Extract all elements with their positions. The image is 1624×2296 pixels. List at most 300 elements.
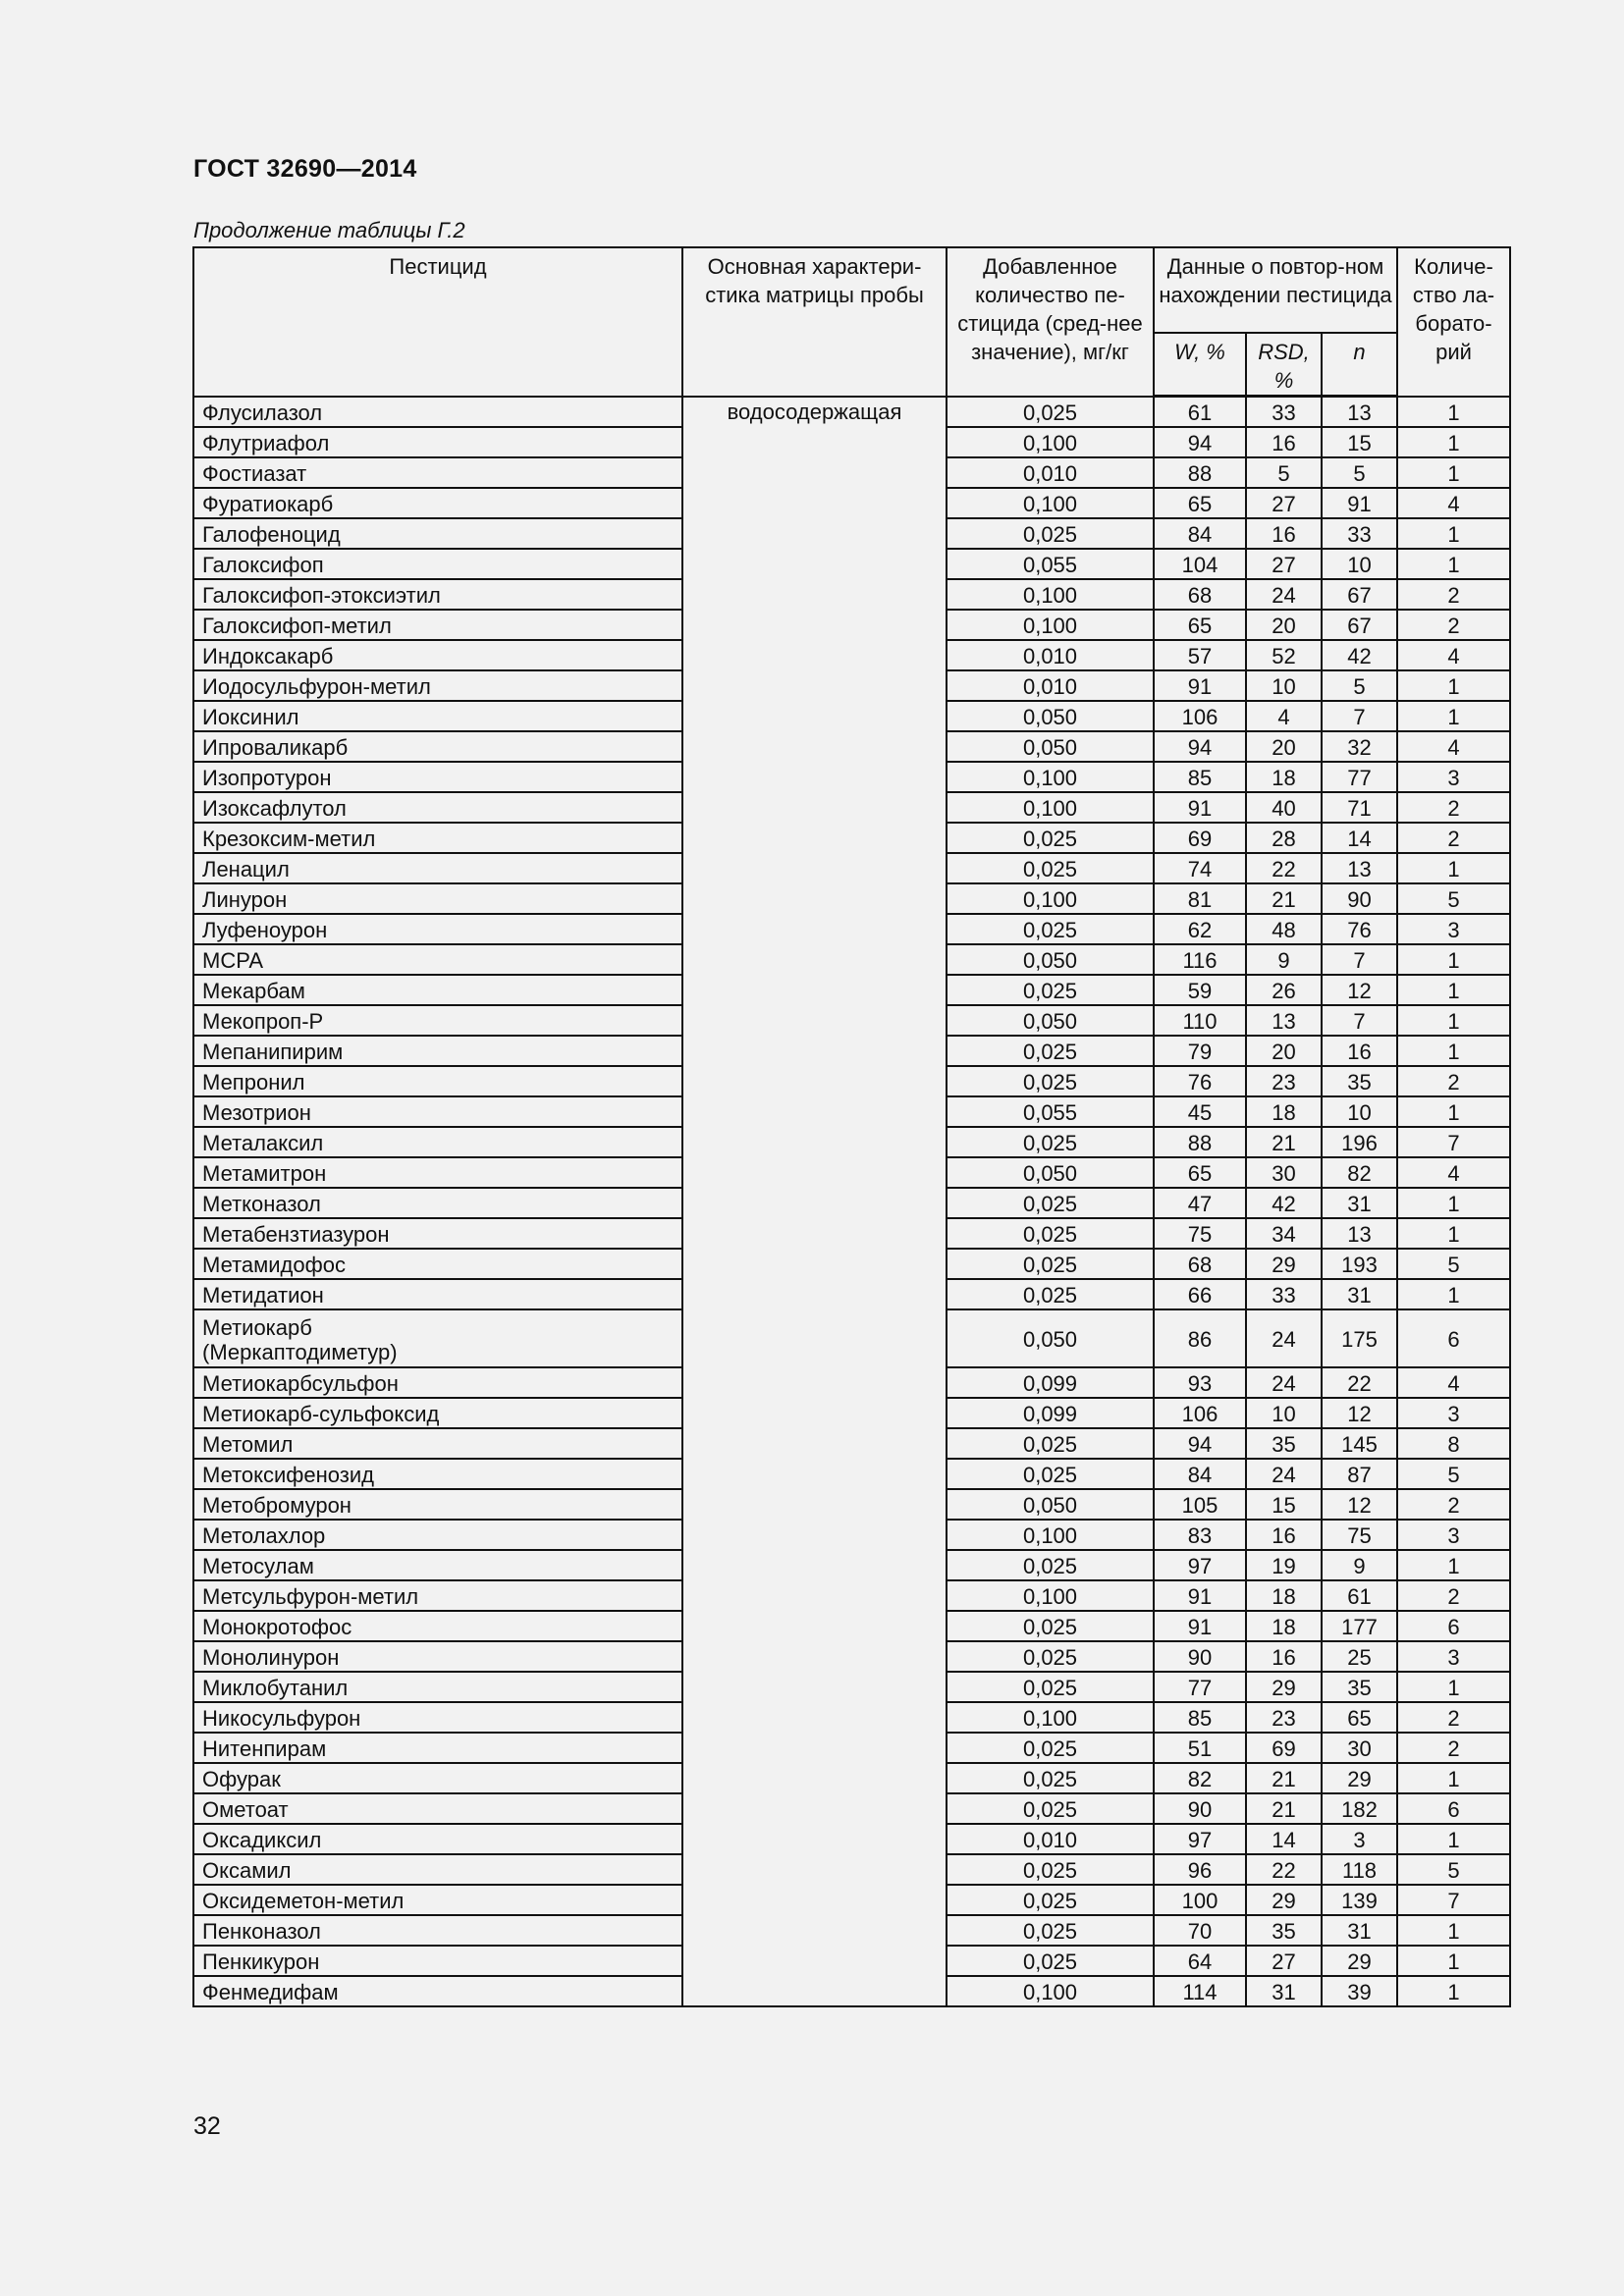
cell-labs-count: 2 xyxy=(1397,1733,1510,1763)
cell-n: 65 xyxy=(1322,1702,1397,1733)
cell-n: 29 xyxy=(1322,1946,1397,1976)
cell-rsd-percent: 16 xyxy=(1246,1641,1322,1672)
cell-labs-count: 2 xyxy=(1397,792,1510,823)
cell-rsd-percent: 33 xyxy=(1246,1279,1322,1309)
cell-w-percent: 79 xyxy=(1154,1036,1246,1066)
cell-w-percent: 68 xyxy=(1154,1249,1246,1279)
cell-n: 175 xyxy=(1322,1309,1397,1367)
cell-rsd-percent: 24 xyxy=(1246,1309,1322,1367)
cell-labs-count: 1 xyxy=(1397,1672,1510,1702)
cell-pesticide: Пенкикурон xyxy=(193,1946,682,1976)
cell-labs-count: 8 xyxy=(1397,1428,1510,1459)
cell-w-percent: 106 xyxy=(1154,1398,1246,1428)
cell-added-amount: 0,025 xyxy=(947,1066,1154,1096)
cell-pesticide: Мепронил xyxy=(193,1066,682,1096)
cell-w-percent: 105 xyxy=(1154,1489,1246,1520)
cell-rsd-percent: 40 xyxy=(1246,792,1322,823)
cell-w-percent: 70 xyxy=(1154,1915,1246,1946)
cell-rsd-percent: 10 xyxy=(1246,1398,1322,1428)
cell-pesticide: Нитенпирам xyxy=(193,1733,682,1763)
cell-added-amount: 0,055 xyxy=(947,549,1154,579)
cell-n: 87 xyxy=(1322,1459,1397,1489)
cell-rsd-percent: 24 xyxy=(1246,1459,1322,1489)
cell-pesticide: Луфеноурон xyxy=(193,914,682,944)
cell-pesticide: Ленацил xyxy=(193,853,682,883)
cell-rsd-percent: 23 xyxy=(1246,1702,1322,1733)
cell-labs-count: 5 xyxy=(1397,1854,1510,1885)
cell-rsd-percent: 16 xyxy=(1246,427,1322,457)
cell-pesticide: Монолинурон xyxy=(193,1641,682,1672)
cell-rsd-percent: 21 xyxy=(1246,1763,1322,1793)
cell-n: 13 xyxy=(1322,397,1397,428)
cell-added-amount: 0,010 xyxy=(947,457,1154,488)
cell-rsd-percent: 27 xyxy=(1246,1946,1322,1976)
cell-rsd-percent: 20 xyxy=(1246,610,1322,640)
cell-n: 67 xyxy=(1322,579,1397,610)
cell-added-amount: 0,050 xyxy=(947,1005,1154,1036)
cell-added-amount: 0,010 xyxy=(947,1824,1154,1854)
cell-rsd-percent: 22 xyxy=(1246,1854,1322,1885)
page-number: 32 xyxy=(193,2112,221,2140)
cell-n: 42 xyxy=(1322,640,1397,670)
cell-labs-count: 1 xyxy=(1397,549,1510,579)
cell-rsd-percent: 23 xyxy=(1246,1066,1322,1096)
cell-pesticide: Метиокарб-сульфоксид xyxy=(193,1398,682,1428)
cell-labs-count: 1 xyxy=(1397,1550,1510,1580)
cell-pesticide: Галоксифоп xyxy=(193,549,682,579)
cell-labs-count: 3 xyxy=(1397,762,1510,792)
cell-pesticide: Метосулам xyxy=(193,1550,682,1580)
cell-rsd-percent: 34 xyxy=(1246,1218,1322,1249)
cell-added-amount: 0,050 xyxy=(947,1309,1154,1367)
cell-w-percent: 81 xyxy=(1154,883,1246,914)
cell-labs-count: 1 xyxy=(1397,975,1510,1005)
cell-labs-count: 1 xyxy=(1397,1763,1510,1793)
cell-pesticide: Фуратиокарб xyxy=(193,488,682,518)
cell-rsd-percent: 20 xyxy=(1246,731,1322,762)
cell-added-amount: 0,025 xyxy=(947,823,1154,853)
cell-rsd-percent: 35 xyxy=(1246,1915,1322,1946)
header-added-amount: Добавленное количество пе-стицида (сред-нее значение), мг/кг xyxy=(947,247,1154,397)
cell-labs-count: 1 xyxy=(1397,1946,1510,1976)
cell-labs-count: 4 xyxy=(1397,488,1510,518)
cell-n: 67 xyxy=(1322,610,1397,640)
cell-labs-count: 1 xyxy=(1397,397,1510,428)
cell-w-percent: 97 xyxy=(1154,1824,1246,1854)
cell-added-amount: 0,025 xyxy=(947,853,1154,883)
cell-pesticide: Метоксифенозид xyxy=(193,1459,682,1489)
cell-added-amount: 0,025 xyxy=(947,1611,1154,1641)
header-w-percent: W, % xyxy=(1154,333,1246,397)
cell-rsd-percent: 13 xyxy=(1246,1005,1322,1036)
cell-labs-count: 2 xyxy=(1397,610,1510,640)
cell-rsd-percent: 52 xyxy=(1246,640,1322,670)
cell-labs-count: 1 xyxy=(1397,1005,1510,1036)
cell-added-amount: 0,025 xyxy=(947,1550,1154,1580)
cell-rsd-percent: 16 xyxy=(1246,1520,1322,1550)
cell-rsd-percent: 10 xyxy=(1246,670,1322,701)
header-pesticide: Пестицид xyxy=(193,247,682,397)
cell-pesticide: Флутриафол xyxy=(193,427,682,457)
cell-added-amount: 0,100 xyxy=(947,1580,1154,1611)
cell-added-amount: 0,050 xyxy=(947,1157,1154,1188)
cell-pesticide: Метконазол xyxy=(193,1188,682,1218)
cell-pesticide: Монокротофос xyxy=(193,1611,682,1641)
cell-labs-count: 1 xyxy=(1397,1976,1510,2006)
cell-labs-count: 1 xyxy=(1397,701,1510,731)
cell-rsd-percent: 29 xyxy=(1246,1885,1322,1915)
cell-n: 7 xyxy=(1322,701,1397,731)
cell-pesticide: Галофеноцид xyxy=(193,518,682,549)
cell-w-percent: 84 xyxy=(1154,518,1246,549)
cell-w-percent: 88 xyxy=(1154,1127,1246,1157)
cell-w-percent: 83 xyxy=(1154,1520,1246,1550)
cell-labs-count: 7 xyxy=(1397,1885,1510,1915)
cell-n: 7 xyxy=(1322,944,1397,975)
cell-labs-count: 2 xyxy=(1397,1702,1510,1733)
cell-w-percent: 66 xyxy=(1154,1279,1246,1309)
cell-added-amount: 0,025 xyxy=(947,1946,1154,1976)
cell-n: 12 xyxy=(1322,1398,1397,1428)
table-caption: Продолжение таблицы Г.2 xyxy=(193,218,465,242)
cell-n: 193 xyxy=(1322,1249,1397,1279)
cell-rsd-percent: 33 xyxy=(1246,397,1322,428)
cell-pesticide: Металаксил xyxy=(193,1127,682,1157)
cell-rsd-percent: 18 xyxy=(1246,762,1322,792)
cell-pesticide: Никосульфурон xyxy=(193,1702,682,1733)
cell-w-percent: 65 xyxy=(1154,1157,1246,1188)
cell-w-percent: 59 xyxy=(1154,975,1246,1005)
cell-rsd-percent: 19 xyxy=(1246,1550,1322,1580)
cell-added-amount: 0,050 xyxy=(947,944,1154,975)
cell-labs-count: 1 xyxy=(1397,1824,1510,1854)
cell-rsd-percent: 18 xyxy=(1246,1580,1322,1611)
cell-labs-count: 5 xyxy=(1397,1459,1510,1489)
cell-n: 76 xyxy=(1322,914,1397,944)
cell-w-percent: 62 xyxy=(1154,914,1246,944)
cell-w-percent: 51 xyxy=(1154,1733,1246,1763)
cell-n: 12 xyxy=(1322,975,1397,1005)
header-n: n xyxy=(1322,333,1397,397)
cell-labs-count: 4 xyxy=(1397,1157,1510,1188)
cell-w-percent: 94 xyxy=(1154,1428,1246,1459)
cell-n: 82 xyxy=(1322,1157,1397,1188)
cell-labs-count: 1 xyxy=(1397,1218,1510,1249)
cell-pesticide: Пенконазол xyxy=(193,1915,682,1946)
cell-rsd-percent: 18 xyxy=(1246,1096,1322,1127)
cell-labs-count: 1 xyxy=(1397,670,1510,701)
cell-added-amount: 0,100 xyxy=(947,792,1154,823)
cell-rsd-percent: 48 xyxy=(1246,914,1322,944)
cell-pesticide: Галоксифоп-этоксиэтил xyxy=(193,579,682,610)
cell-n: 91 xyxy=(1322,488,1397,518)
cell-w-percent: 69 xyxy=(1154,823,1246,853)
cell-n: 77 xyxy=(1322,762,1397,792)
cell-n: 5 xyxy=(1322,670,1397,701)
cell-added-amount: 0,050 xyxy=(947,731,1154,762)
cell-added-amount: 0,025 xyxy=(947,1733,1154,1763)
cell-w-percent: 91 xyxy=(1154,792,1246,823)
cell-pesticide: Изопротурон xyxy=(193,762,682,792)
cell-added-amount: 0,025 xyxy=(947,1459,1154,1489)
cell-labs-count: 1 xyxy=(1397,944,1510,975)
cell-added-amount: 0,025 xyxy=(947,1763,1154,1793)
cell-added-amount: 0,025 xyxy=(947,1915,1154,1946)
cell-rsd-percent: 42 xyxy=(1246,1188,1322,1218)
cell-added-amount: 0,025 xyxy=(947,1854,1154,1885)
cell-w-percent: 94 xyxy=(1154,731,1246,762)
cell-added-amount: 0,100 xyxy=(947,579,1154,610)
cell-pesticide: Линурон xyxy=(193,883,682,914)
cell-added-amount: 0,099 xyxy=(947,1367,1154,1398)
cell-labs-count: 1 xyxy=(1397,1279,1510,1309)
cell-pesticide: Мекопроп-Р xyxy=(193,1005,682,1036)
cell-matrix: водосодержащая xyxy=(682,397,947,2007)
cell-labs-count: 5 xyxy=(1397,883,1510,914)
cell-added-amount: 0,050 xyxy=(947,701,1154,731)
cell-labs-count: 6 xyxy=(1397,1309,1510,1367)
cell-added-amount: 0,025 xyxy=(947,1188,1154,1218)
cell-w-percent: 65 xyxy=(1154,488,1246,518)
cell-pesticide: Индоксакарб xyxy=(193,640,682,670)
cell-rsd-percent: 21 xyxy=(1246,1127,1322,1157)
cell-n: 3 xyxy=(1322,1824,1397,1854)
cell-labs-count: 1 xyxy=(1397,457,1510,488)
cell-w-percent: 104 xyxy=(1154,549,1246,579)
cell-w-percent: 84 xyxy=(1154,1459,1246,1489)
cell-w-percent: 88 xyxy=(1154,457,1246,488)
cell-labs-count: 1 xyxy=(1397,1915,1510,1946)
cell-labs-count: 2 xyxy=(1397,1066,1510,1096)
cell-n: 25 xyxy=(1322,1641,1397,1672)
cell-n: 10 xyxy=(1322,1096,1397,1127)
cell-w-percent: 90 xyxy=(1154,1641,1246,1672)
pesticide-recovery-table xyxy=(192,246,1511,2007)
cell-w-percent: 57 xyxy=(1154,640,1246,670)
cell-pesticide: Метолахлор xyxy=(193,1520,682,1550)
cell-n: 13 xyxy=(1322,853,1397,883)
cell-n: 75 xyxy=(1322,1520,1397,1550)
cell-pesticide: Оксадиксил xyxy=(193,1824,682,1854)
cell-n: 13 xyxy=(1322,1218,1397,1249)
header-labs-count: Количе-ство ла-борато-рий xyxy=(1397,247,1510,397)
cell-pesticide: Метобромурон xyxy=(193,1489,682,1520)
cell-rsd-percent: 27 xyxy=(1246,488,1322,518)
cell-rsd-percent: 29 xyxy=(1246,1672,1322,1702)
cell-labs-count: 2 xyxy=(1397,579,1510,610)
cell-n: 177 xyxy=(1322,1611,1397,1641)
cell-w-percent: 75 xyxy=(1154,1218,1246,1249)
cell-pesticide: Ометоат xyxy=(193,1793,682,1824)
cell-rsd-percent: 24 xyxy=(1246,1367,1322,1398)
cell-labs-count: 4 xyxy=(1397,640,1510,670)
cell-n: 145 xyxy=(1322,1428,1397,1459)
cell-pesticide: Фостиазат xyxy=(193,457,682,488)
cell-pesticide: Метамидофос xyxy=(193,1249,682,1279)
cell-n: 31 xyxy=(1322,1279,1397,1309)
cell-pesticide: Метамитрон xyxy=(193,1157,682,1188)
cell-n: 35 xyxy=(1322,1672,1397,1702)
cell-n: 15 xyxy=(1322,427,1397,457)
cell-n: 31 xyxy=(1322,1915,1397,1946)
cell-pesticide: Флусилазол xyxy=(193,397,682,428)
cell-added-amount: 0,025 xyxy=(947,397,1154,428)
cell-w-percent: 65 xyxy=(1154,610,1246,640)
cell-n: 39 xyxy=(1322,1976,1397,2006)
cell-w-percent: 90 xyxy=(1154,1793,1246,1824)
cell-pesticide: Иоксинил xyxy=(193,701,682,731)
cell-w-percent: 64 xyxy=(1154,1946,1246,1976)
cell-pesticide: МСРА xyxy=(193,944,682,975)
cell-added-amount: 0,025 xyxy=(947,1036,1154,1066)
table-row xyxy=(193,397,1510,428)
cell-rsd-percent: 20 xyxy=(1246,1036,1322,1066)
cell-pesticide: Метабензтиазурон xyxy=(193,1218,682,1249)
cell-added-amount: 0,099 xyxy=(947,1398,1154,1428)
header-rsd-percent: RSD, % xyxy=(1246,333,1322,397)
cell-labs-count: 1 xyxy=(1397,427,1510,457)
cell-pesticide: Оксидеметон-метил xyxy=(193,1885,682,1915)
cell-pesticide: Иодосульфурон-метил xyxy=(193,670,682,701)
cell-added-amount: 0,025 xyxy=(947,914,1154,944)
cell-w-percent: 85 xyxy=(1154,1702,1246,1733)
cell-added-amount: 0,100 xyxy=(947,1976,1154,2006)
cell-labs-count: 4 xyxy=(1397,731,1510,762)
cell-w-percent: 45 xyxy=(1154,1096,1246,1127)
cell-w-percent: 91 xyxy=(1154,1611,1246,1641)
cell-labs-count: 2 xyxy=(1397,823,1510,853)
cell-added-amount: 0,025 xyxy=(947,518,1154,549)
cell-labs-count: 1 xyxy=(1397,518,1510,549)
cell-pesticide: Метиокарбсульфон xyxy=(193,1367,682,1398)
cell-rsd-percent: 18 xyxy=(1246,1611,1322,1641)
cell-pesticide: Мепанипирим xyxy=(193,1036,682,1066)
cell-w-percent: 110 xyxy=(1154,1005,1246,1036)
document-header: ГОСТ 32690—2014 xyxy=(193,155,417,183)
cell-added-amount: 0,025 xyxy=(947,975,1154,1005)
cell-rsd-percent: 16 xyxy=(1246,518,1322,549)
cell-rsd-percent: 24 xyxy=(1246,579,1322,610)
cell-pesticide: Метидатион xyxy=(193,1279,682,1309)
table-body xyxy=(193,397,1510,2007)
cell-pesticide: Мезотрион xyxy=(193,1096,682,1127)
cell-pesticide: Метиокарб (Меркаптодиметур) xyxy=(193,1309,682,1367)
cell-added-amount: 0,100 xyxy=(947,1520,1154,1550)
cell-pesticide: Офурак xyxy=(193,1763,682,1793)
cell-added-amount: 0,025 xyxy=(947,1885,1154,1915)
cell-rsd-percent: 5 xyxy=(1246,457,1322,488)
cell-n: 9 xyxy=(1322,1550,1397,1580)
cell-rsd-percent: 69 xyxy=(1246,1733,1322,1763)
cell-w-percent: 106 xyxy=(1154,701,1246,731)
cell-rsd-percent: 14 xyxy=(1246,1824,1322,1854)
cell-w-percent: 94 xyxy=(1154,427,1246,457)
cell-added-amount: 0,025 xyxy=(947,1641,1154,1672)
cell-rsd-percent: 27 xyxy=(1246,549,1322,579)
cell-rsd-percent: 35 xyxy=(1246,1428,1322,1459)
cell-w-percent: 68 xyxy=(1154,579,1246,610)
cell-n: 182 xyxy=(1322,1793,1397,1824)
cell-n: 5 xyxy=(1322,457,1397,488)
cell-n: 29 xyxy=(1322,1763,1397,1793)
cell-added-amount: 0,100 xyxy=(947,427,1154,457)
cell-labs-count: 4 xyxy=(1397,1367,1510,1398)
cell-n: 12 xyxy=(1322,1489,1397,1520)
cell-n: 14 xyxy=(1322,823,1397,853)
cell-n: 16 xyxy=(1322,1036,1397,1066)
header-recovery-data: Данные о повтор-ном нахождении пестицида xyxy=(1154,247,1397,333)
cell-labs-count: 2 xyxy=(1397,1580,1510,1611)
cell-labs-count: 3 xyxy=(1397,1641,1510,1672)
cell-pesticide: Метсульфурон-метил xyxy=(193,1580,682,1611)
cell-added-amount: 0,025 xyxy=(947,1218,1154,1249)
cell-added-amount: 0,010 xyxy=(947,640,1154,670)
cell-w-percent: 97 xyxy=(1154,1550,1246,1580)
cell-pesticide: Метомил xyxy=(193,1428,682,1459)
cell-added-amount: 0,050 xyxy=(947,1489,1154,1520)
cell-w-percent: 82 xyxy=(1154,1763,1246,1793)
cell-w-percent: 47 xyxy=(1154,1188,1246,1218)
cell-n: 30 xyxy=(1322,1733,1397,1763)
cell-pesticide: Оксамил xyxy=(193,1854,682,1885)
cell-labs-count: 3 xyxy=(1397,914,1510,944)
cell-w-percent: 93 xyxy=(1154,1367,1246,1398)
cell-n: 10 xyxy=(1322,549,1397,579)
cell-added-amount: 0,025 xyxy=(947,1127,1154,1157)
cell-n: 35 xyxy=(1322,1066,1397,1096)
table-header xyxy=(193,247,1510,397)
cell-labs-count: 5 xyxy=(1397,1249,1510,1279)
cell-added-amount: 0,025 xyxy=(947,1249,1154,1279)
cell-w-percent: 100 xyxy=(1154,1885,1246,1915)
cell-w-percent: 86 xyxy=(1154,1309,1246,1367)
cell-n: 7 xyxy=(1322,1005,1397,1036)
cell-rsd-percent: 29 xyxy=(1246,1249,1322,1279)
cell-pesticide: Мекарбам xyxy=(193,975,682,1005)
cell-rsd-percent: 4 xyxy=(1246,701,1322,731)
cell-added-amount: 0,100 xyxy=(947,610,1154,640)
cell-labs-count: 1 xyxy=(1397,1188,1510,1218)
cell-w-percent: 91 xyxy=(1154,670,1246,701)
cell-added-amount: 0,100 xyxy=(947,883,1154,914)
cell-w-percent: 77 xyxy=(1154,1672,1246,1702)
cell-labs-count: 1 xyxy=(1397,1036,1510,1066)
cell-n: 118 xyxy=(1322,1854,1397,1885)
cell-n: 71 xyxy=(1322,792,1397,823)
cell-rsd-percent: 26 xyxy=(1246,975,1322,1005)
cell-added-amount: 0,025 xyxy=(947,1672,1154,1702)
cell-n: 22 xyxy=(1322,1367,1397,1398)
cell-rsd-percent: 21 xyxy=(1246,883,1322,914)
cell-rsd-percent: 22 xyxy=(1246,853,1322,883)
cell-w-percent: 116 xyxy=(1154,944,1246,975)
cell-added-amount: 0,010 xyxy=(947,670,1154,701)
cell-n: 33 xyxy=(1322,518,1397,549)
cell-labs-count: 7 xyxy=(1397,1127,1510,1157)
cell-labs-count: 2 xyxy=(1397,1489,1510,1520)
cell-pesticide: Крезоксим-метил xyxy=(193,823,682,853)
cell-pesticide: Миклобутанил xyxy=(193,1672,682,1702)
cell-w-percent: 96 xyxy=(1154,1854,1246,1885)
cell-pesticide: Изоксафлутол xyxy=(193,792,682,823)
cell-labs-count: 3 xyxy=(1397,1398,1510,1428)
cell-w-percent: 91 xyxy=(1154,1580,1246,1611)
cell-added-amount: 0,100 xyxy=(947,1702,1154,1733)
cell-labs-count: 1 xyxy=(1397,1096,1510,1127)
cell-n: 61 xyxy=(1322,1580,1397,1611)
cell-pesticide: Галоксифоп-метил xyxy=(193,610,682,640)
cell-w-percent: 85 xyxy=(1154,762,1246,792)
